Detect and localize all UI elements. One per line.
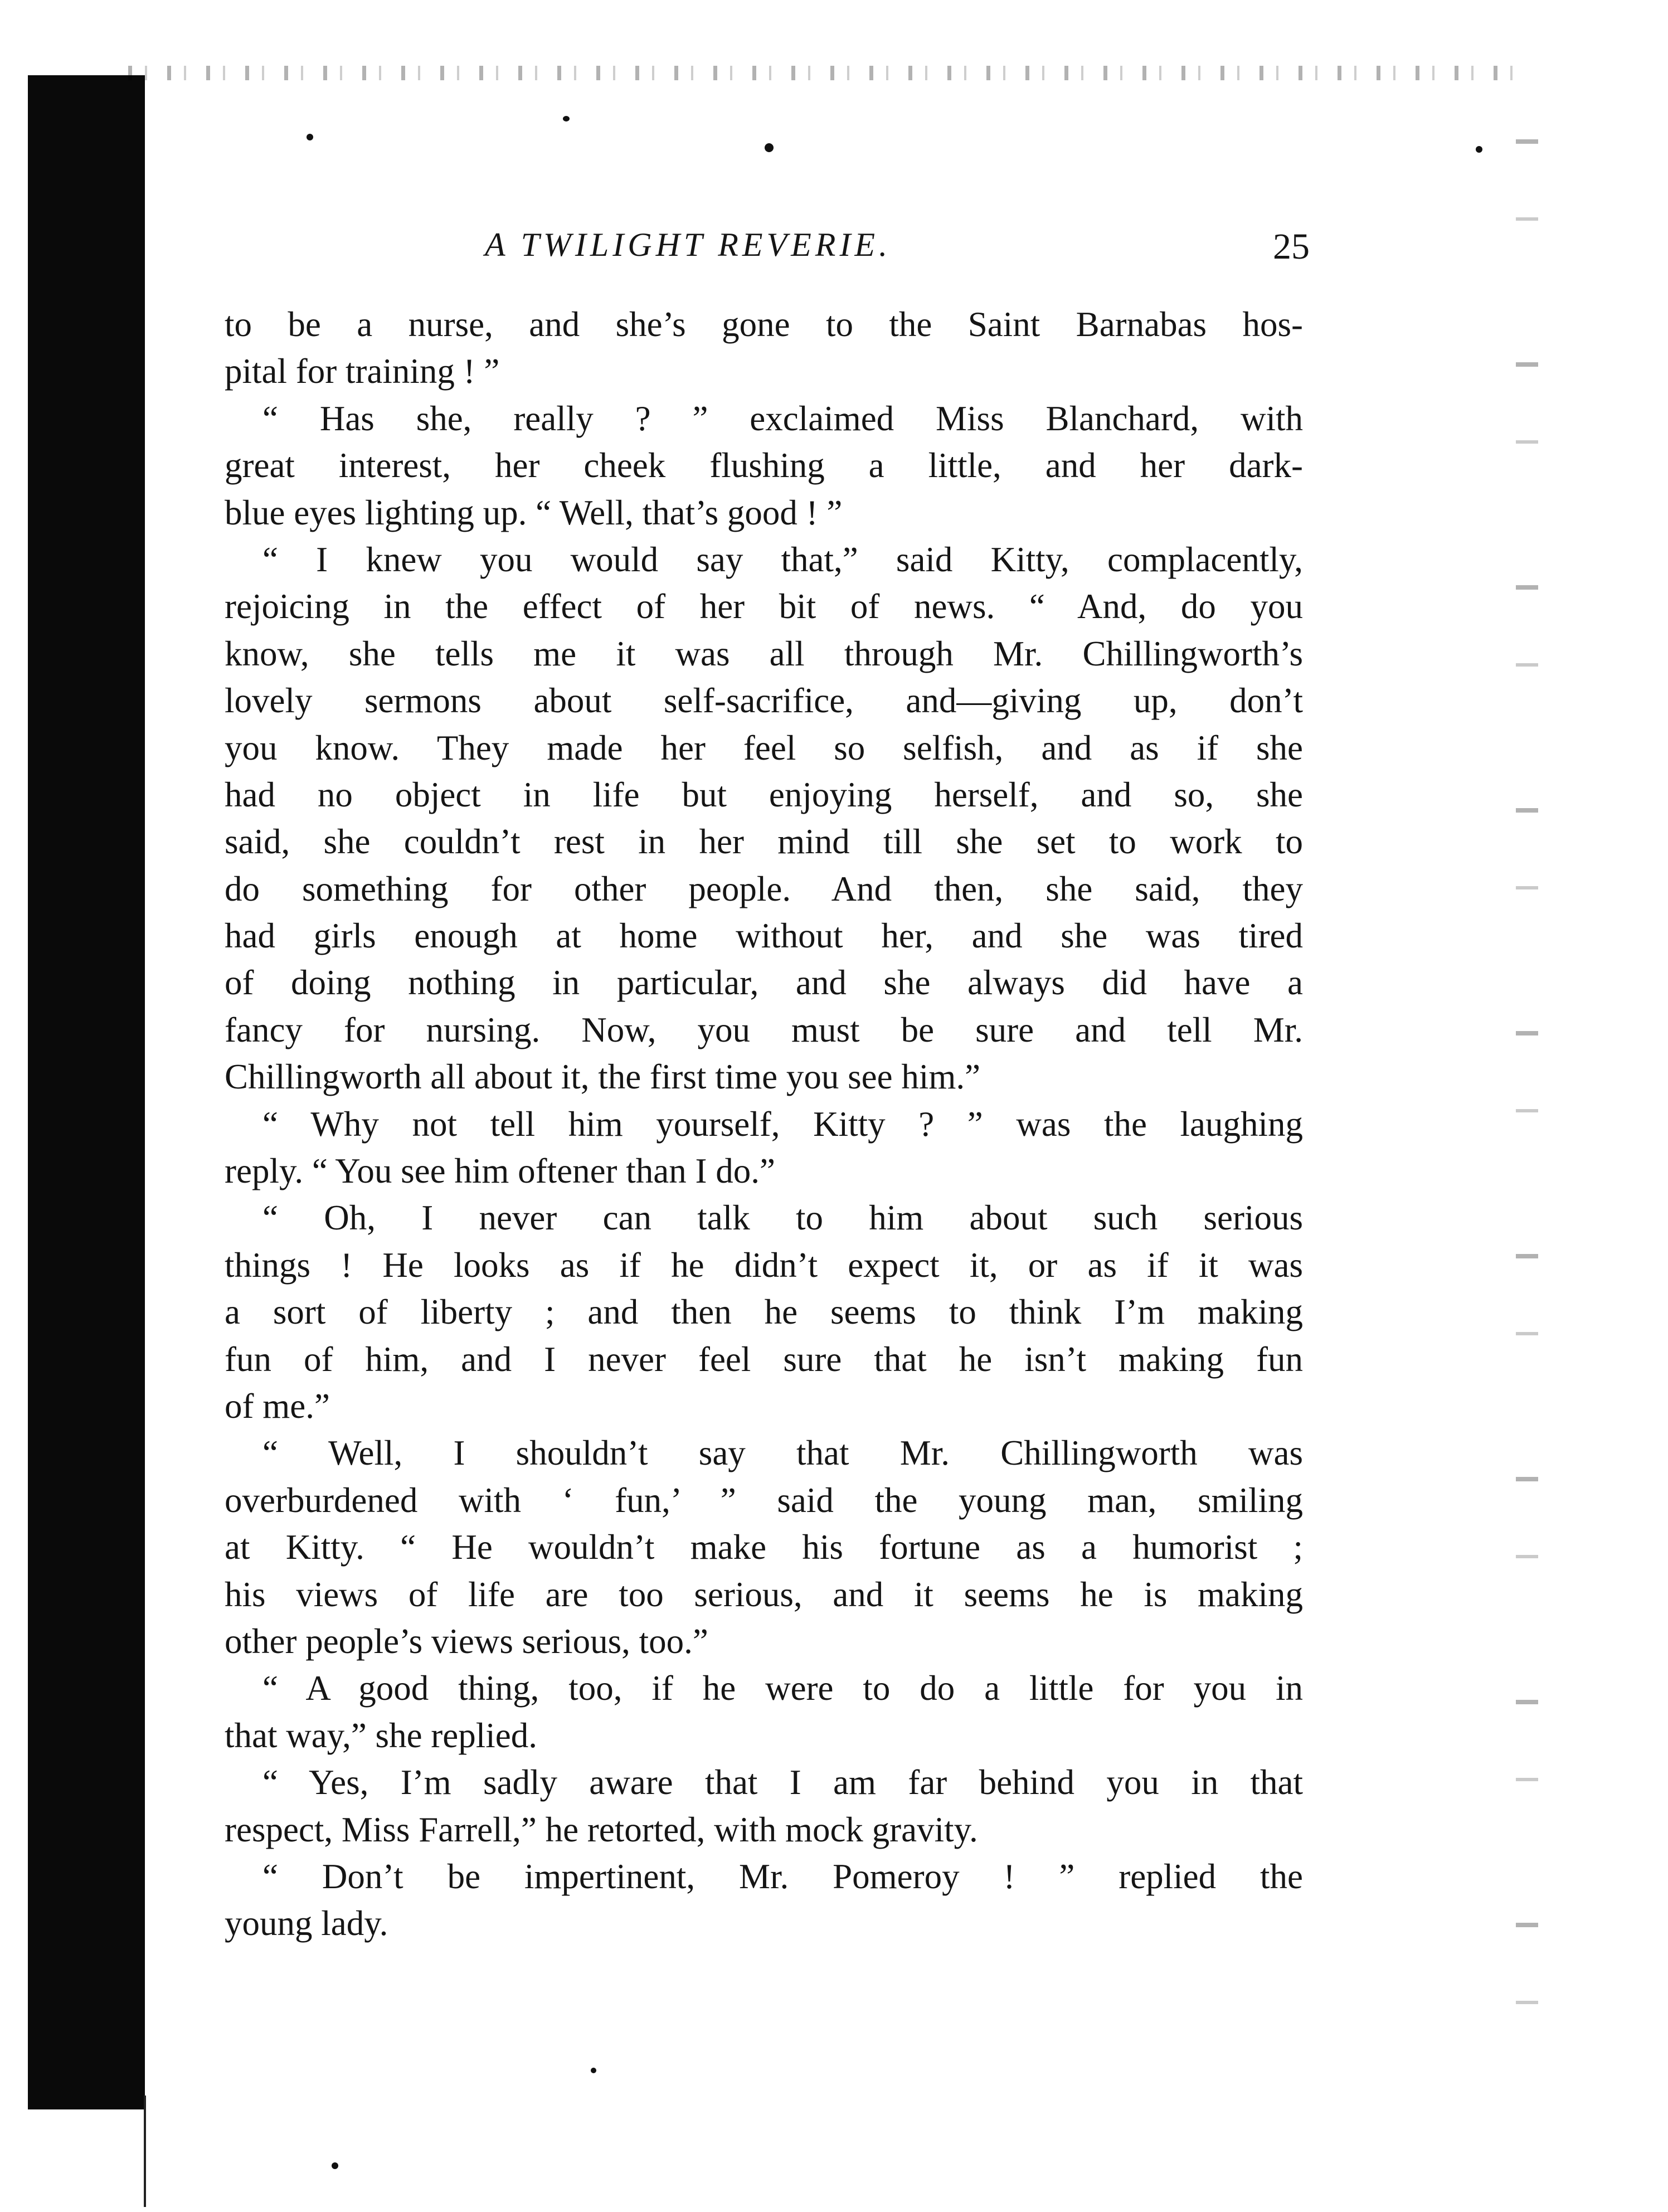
text-line: you know. They made her feel so selfish, and as if she <box>225 728 1303 767</box>
text-line: of doing nothing in particular, and she always did have a <box>225 963 1303 1003</box>
text-line: respect, Miss Farrell,” he retorted, with mock gravity. <box>225 1810 978 1849</box>
scan-speck <box>1476 146 1482 153</box>
text-line: reply. “ You see him oftener than I do.” <box>225 1151 775 1191</box>
text-line: know, she tells me it was all through Mr. Chillingworth’s <box>225 634 1303 673</box>
text-line: blue eyes lighting up. “ Well, that’s good ! ” <box>225 493 843 532</box>
text-line: rejoicing in the effect of her bit of news. “ And, do you <box>225 587 1303 626</box>
text-line: “ I knew you would say that,” said Kitty, complacently, <box>262 539 1303 579</box>
text-line: of me.” <box>225 1386 330 1426</box>
text-line: fun of him, and I never feel sure that he isn’t making fun <box>225 1339 1303 1379</box>
scan-speck <box>591 2068 596 2073</box>
text-line: had no object in life but enjoying herself, and so, she <box>225 775 1303 814</box>
scan-speck <box>307 134 313 140</box>
text-line: “ Why not tell him yourself, Kitty ? ” was the laughing <box>262 1104 1303 1144</box>
text-line: a sort of liberty ; and then he seems to think I’m making <box>225 1292 1303 1332</box>
scan-noise-top <box>128 66 1533 80</box>
text-line: other people’s views serious, too.” <box>225 1621 708 1661</box>
text-line: Chillingworth all about it, the first time you see him.” <box>225 1057 981 1097</box>
scan-speck <box>332 2162 338 2169</box>
text-line: pital for training ! ” <box>225 352 500 391</box>
scan-speck <box>563 116 570 121</box>
text-line: “ Has she, really ? ” exclaimed Miss Blanchard, with <box>262 398 1303 438</box>
page-number: 25 <box>1273 226 1310 267</box>
body-text <box>225 301 1303 1947</box>
text-line: “ Well, I shouldn’t say that Mr. Chillingworth was <box>262 1433 1303 1473</box>
text-line: things ! He looks as if he didn’t expect it, or as if it was <box>225 1245 1303 1285</box>
binding-shadow <box>28 75 145 2109</box>
text-line: fancy for nursing. Now, you must be sure and tell Mr. <box>225 1010 1303 1049</box>
text-line: great interest, her cheek flushing a little, and her dark- <box>225 446 1303 485</box>
text-line: overburdened with ‘ fun,’ ” said the young man, smiling <box>225 1480 1303 1520</box>
text-line: lovely sermons about self-sacrifice, and—giving up, don’t <box>225 681 1303 721</box>
text-line: to be a nurse, and she’s gone to the Saint Barnabas hos- <box>225 305 1303 344</box>
text-line: had girls enough at home without her, and she was tired <box>225 916 1303 956</box>
scan-noise-right <box>1516 72 1538 2135</box>
scan-speck <box>765 143 774 152</box>
text-line: “ Yes, I’m sadly aware that I am far behind you in that <box>262 1763 1303 1802</box>
text-line: said, she couldn’t rest in her mind till she set to work to <box>225 822 1303 862</box>
text-line: his views of life are too serious, and it seems he is making <box>225 1574 1303 1614</box>
text-line: “ Oh, I never can talk to him about such serious <box>262 1198 1303 1238</box>
text-line: do something for other people. And then, she said, they <box>225 869 1303 908</box>
page-header <box>223 226 1326 281</box>
text-line: that way,” she replied. <box>225 1715 537 1755</box>
running-title: A TWILIGHT REVERIE. <box>485 226 892 263</box>
text-line: “ A good thing, too, if he were to do a little for you in <box>262 1669 1303 1708</box>
binding-edge-line <box>144 2096 146 2207</box>
text-line: young lady. <box>225 1904 388 1943</box>
text-line: at Kitty. “ He wouldn’t make his fortune as a humorist ; <box>225 1528 1303 1567</box>
text-line: “ Don’t be impertinent, Mr. Pomeroy ! ” replied the <box>262 1856 1303 1896</box>
